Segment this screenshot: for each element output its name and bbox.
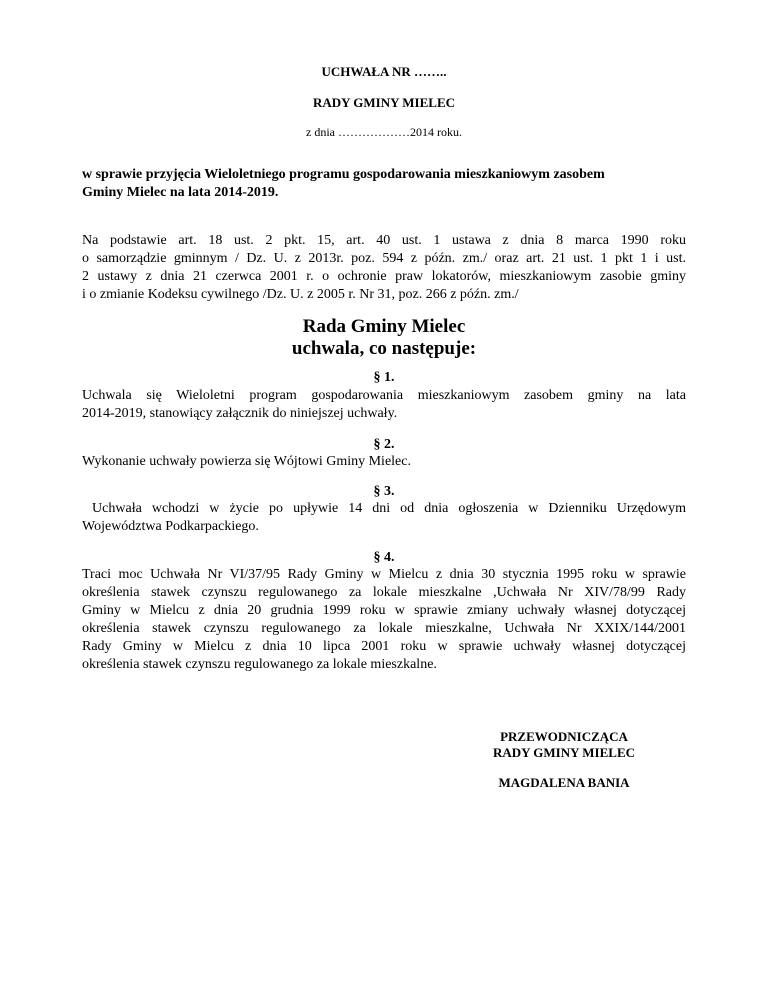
section-line: Uchwala się Wieloletni program gospodarowania mieszkaniowym zasobem gminy na lata bbox=[82, 388, 686, 403]
section-line: 2014-2019, stanowiący załącznik do niniejszej uchwały. bbox=[82, 406, 398, 421]
section-line: określenia stawek czynszu regulowanego za lokale mieszkalne, Uchwała Nr XXIX/144/2001 bbox=[82, 621, 686, 636]
subject-line: w sprawie przyjęcia Wieloletniego programu gospodarowania mieszkaniowym zasobem bbox=[82, 167, 605, 182]
resolution-number: UCHWAŁA NR …….. bbox=[321, 64, 447, 79]
legal-basis bbox=[82, 232, 686, 304]
council-name: RADY GMINY MIELEC bbox=[312, 95, 456, 110]
section-line: Uchwała wchodzi w życie po upływie 14 dni od dnia ogłoszenia w Dzienniku Urzędowym bbox=[82, 501, 686, 516]
signature-body: RADY GMINY MIELEC bbox=[492, 745, 636, 760]
council-title bbox=[0, 316, 768, 360]
section-line: Wykonanie uchwały powierza się Wójtowi Gminy Mielec. bbox=[82, 454, 411, 469]
legal-basis-line: Na podstawie art. 18 ust. 2 pkt. 15, art. 40 ust. 1 ustawa z dnia 8 marca 1990 roku bbox=[82, 233, 686, 248]
section-line: określenia stawek czynszu regulowanego za lokale mieszkalne ,Uchwała Nr XIV/78/99 Rady bbox=[82, 585, 686, 600]
section-1-mark: § 1. bbox=[373, 370, 395, 385]
subject-line: Gminy Mielec na lata 2014-2019. bbox=[82, 185, 279, 200]
section-1-text bbox=[82, 387, 686, 423]
signature-role: PRZEWODNICZĄCA bbox=[500, 729, 628, 744]
signature-name: MAGDALENA BANIA bbox=[498, 775, 630, 790]
section-2-mark: § 2. bbox=[373, 437, 395, 452]
legal-basis-line: i o zmianie Kodeksu cywilnego /Dz. U. z 2005 r. Nr 31, poz. 266 z późn. zm./ bbox=[82, 287, 519, 302]
resolution-date: z dnia ………………2014 roku. bbox=[306, 125, 462, 139]
legal-basis-line: o samorządzie gminnym / Dz. U. z 2013r. poz. 594 z późn. zm./ oraz art. 21 ust. 1 pkt 1 i ust. bbox=[82, 251, 686, 266]
section-4-text bbox=[82, 566, 686, 674]
resolution-subject bbox=[82, 166, 686, 202]
section-3-text bbox=[82, 500, 686, 536]
council-title-line: uchwala, co następuje: bbox=[291, 338, 477, 359]
section-line: Gminy w Mielcu z dnia 20 grudnia 1999 roku w sprawie zmiany uchwały własnej dotyczącej bbox=[82, 603, 686, 618]
legal-basis-line: 2 ustawy z dnia 21 czerwca 2001 r. o ochronie praw lokatorów, mieszkaniowym zasobie gminy bbox=[82, 269, 686, 284]
section-line: określenia stawek czynszu regulowanego za lokale mieszkalne. bbox=[82, 657, 437, 672]
section-2-text bbox=[82, 453, 686, 471]
council-title-line: Rada Gminy Mielec bbox=[302, 316, 466, 337]
section-line: Traci moc Uchwała Nr VI/37/95 Rady Gminy w Mielcu z dnia 30 stycznia 1995 roku w sprawie bbox=[82, 567, 686, 582]
section-3-mark: § 3. bbox=[373, 484, 395, 499]
section-4-mark: § 4. bbox=[373, 550, 395, 565]
section-line: Rady Gminy w Mielcu z dnia 10 lipca 2001 roku w sprawie uchwały własnej dotyczącej bbox=[82, 639, 686, 654]
section-line: Województwa Podkarpackiego. bbox=[82, 519, 259, 534]
